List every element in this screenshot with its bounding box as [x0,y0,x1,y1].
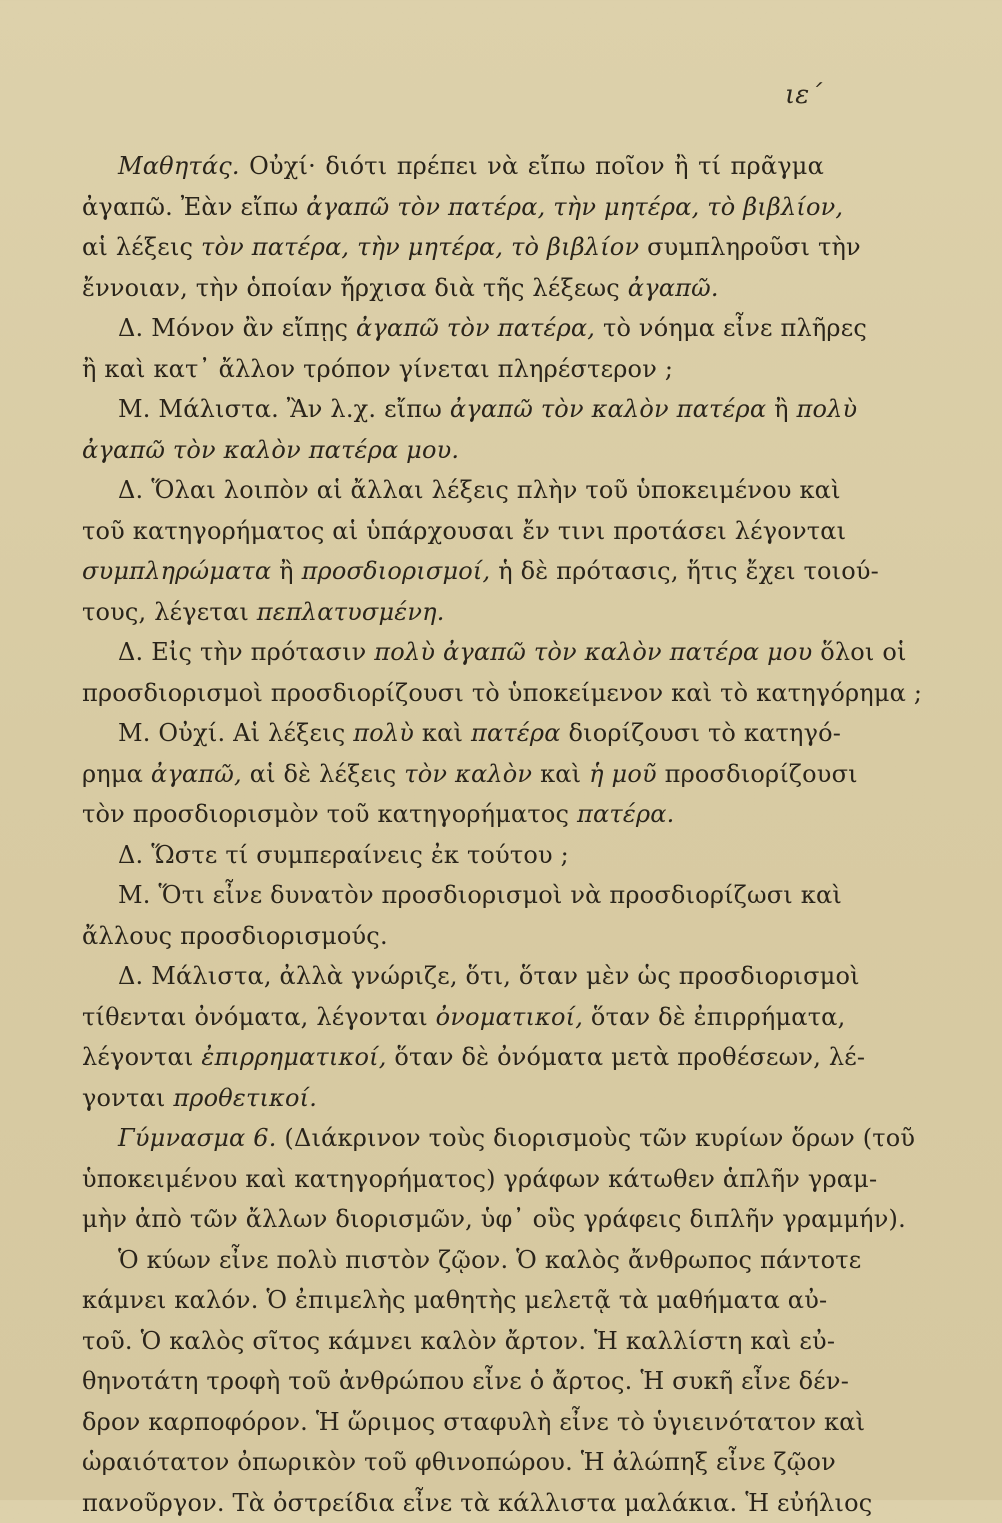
text-segment: Δ. Μόνον ἂν εἴπῃς [118,314,356,342]
text-segment: ἡ δὲ πρότασις, ἥτις ἔχει τοιού- [490,557,879,585]
text-segment: γονται [82,1084,173,1112]
text-segment: Δ. Εἰς τὴν πρότασιν [118,638,374,666]
italic-text: ἀγαπῶ τὸν καλὸν πατέρα [450,395,766,423]
text-segment: πανοῦργον. Τὰ ὀστρείδια εἶνε τὰ κάλλιστα μαλάκια. Ἡ εὐήλιος [82,1489,872,1517]
text-line [82,1280,824,1321]
text-segment: ρημα [82,760,151,788]
text-segment: ὑποκειμένου καὶ κατηγορήματος) γράφων κάτωθεν ἁπλῆν γραμ- [82,1165,877,1193]
text-segment: Δ. Ὥστε τί συμπεραίνεις ἐκ τούτου ; [118,841,569,869]
text-segment: Δ. Ὅλαι λοιπὸν αἱ ἄλλαι λέξεις πλὴν τοῦ ὑποκειμένου καὶ [118,476,841,504]
page-number: ιε΄ [785,80,822,110]
text-line [82,308,824,349]
text-line [82,997,824,1038]
text-segment: προσδιορίζουσι [657,760,858,788]
text-line [82,916,824,957]
text-line [82,146,824,187]
text-segment: προσδιορισμοὶ προσδιορίζουσι τὸ ὑποκείμενον καὶ τὸ κατηγόρημα ; [82,679,922,707]
text-segment: ἄλλους προσδιορισμούς. [82,922,388,950]
text-segment: καὶ [532,760,589,788]
italic-text: πολὺ [797,395,858,423]
italic-text: πεπλατυσμένη. [257,598,445,626]
italic-text: ἡ μοῦ [589,760,657,788]
text-segment: (Διάκρινον τοὺς διορισμοὺς τῶν κυρίων ὅρων (τοῦ [277,1124,916,1152]
text-segment: Δ. Μάλιστα, ἀλλὰ γνώριζε, ὅτι, ὅταν μὲν ὡς προσδιορισμοὶ [118,962,860,990]
text-segment: διορίζουσι τὸ κατηγό- [561,719,841,747]
italic-text: τὸν πατέρα, τὴν μητέρα, τὸ βιβλίον [201,233,639,261]
text-line [82,1240,824,1281]
text-line [82,1361,824,1402]
text-line [82,389,824,430]
text-line [82,1321,824,1362]
text-line [82,470,824,511]
text-line [82,673,824,714]
italic-text: Γύμνασμα 6. [118,1124,277,1152]
body-text [82,146,824,1523]
text-segment: Οὐχί· διότι πρέπει νὰ εἴπω ποῖον ἢ τί πρᾶγμα [240,152,824,180]
text-segment: λέγονται [82,1043,201,1071]
text-line [82,632,824,673]
text-segment: τίθενται ὀνόματα, λέγονται [82,1003,436,1031]
text-segment: θηνοτάτη τροφὴ τοῦ ἀνθρώπου εἶνε ὁ ἄρτος. Ἡ συκῆ εἶνε δέν- [82,1367,849,1395]
text-segment: τοῦ. Ὁ καλὸς σῖτος κάμνει καλὸν ἄρτον. Ἡ καλλίστη καὶ εὐ- [82,1327,835,1355]
italic-text: συμπληρώματα [82,557,271,585]
text-line [82,551,824,592]
text-segment: καὶ [414,719,471,747]
italic-text: τὸν καλὸν [404,760,532,788]
italic-text: πολὺ ἀγαπῶ τὸν καλὸν πατέρα μου [374,638,812,666]
text-line [82,956,824,997]
text-line [82,268,824,309]
italic-text: ὀνοματικοί, [436,1003,583,1031]
italic-text: προθετικοί. [173,1084,317,1112]
italic-text: πολὺ [353,719,414,747]
text-segment: τους, λέγεται [82,598,257,626]
italic-text: πατέρα. [577,800,674,828]
text-segment: τοῦ κατηγορήματος αἱ ὑπάρχουσαι ἔν τινι προτάσει λέγονται [82,517,846,545]
text-segment: Μ. Μάλιστα. Ἂν λ.χ. εἴπω [118,395,450,423]
text-line [82,349,824,390]
text-segment: τὸν προσδιορισμὸν τοῦ κατηγορήματος [82,800,577,828]
text-line [82,1442,824,1483]
text-line [82,1118,824,1159]
text-line [82,430,824,471]
text-segment: δρον καρποφόρον. Ἡ ὥριμος σταφυλὴ εἶνε τὸ ὑγιεινότατον καὶ [82,1408,865,1436]
text-line [82,1159,824,1200]
text-line [82,1483,824,1523]
text-segment: ἢ [766,395,796,423]
text-line [82,1402,824,1443]
text-segment: Ὁ κύων εἶνε πολὺ πιστὸν ζῷον. Ὁ καλὸς ἄνθρωπος πάντοτε [118,1246,861,1274]
text-line [82,1078,824,1119]
text-segment: κάμνει καλόν. Ὁ ἐπιμελὴς μαθητὴς μελετᾷ τὰ μαθήματα αὐ- [82,1286,827,1314]
italic-text: προσδιορισμοί, [302,557,491,585]
italic-text: ἀγαπῶ. [628,274,719,302]
text-segment: ἢ [271,557,301,585]
text-segment: ὡραιότατον ὀπωρικὸν τοῦ φθινοπώρου. Ἡ ἀλώπηξ εἶνε ζῷον [82,1448,836,1476]
italic-text: ἀγαπῶ, [151,760,242,788]
italic-text: Μαθητάς. [118,152,240,180]
text-segment: Μ. Ὅτι εἶνε δυνατὸν προσδιορισμοὶ νὰ προσδιορίζωσι καὶ [118,881,842,909]
text-segment: συμπληροῦσι τὴν [639,233,861,261]
text-line [82,1199,824,1240]
text-segment: μὴν ἀπὸ τῶν ἄλλων διορισμῶν, ὑφ᾽ οὓς γράφεις διπλῆν γραμμήν). [82,1205,906,1233]
text-line [82,875,824,916]
text-line [82,592,824,633]
italic-text: ἐπιρρηματικοί, [201,1043,386,1071]
text-segment: ὅταν δὲ ἐπιρρήματα, [583,1003,845,1031]
text-segment: ὅλοι οἱ [812,638,906,666]
text-segment: αἱ λέξεις [82,233,201,261]
text-line [82,754,824,795]
text-segment: ἔννοιαν, τὴν ὁποίαν ἤρχισα διὰ τῆς λέξεως [82,274,628,302]
text-line [82,187,824,228]
text-segment: ἢ καὶ κατ᾽ ἄλλον τρόπον γίνεται πληρέστερον ; [82,355,673,383]
text-line [82,794,824,835]
text-line [82,227,824,268]
text-segment: ὅταν δὲ ὀνόματα μετὰ προθέσεων, λέ- [387,1043,866,1071]
text-segment: τὸ νόημα εἶνε πλῆρες [595,314,867,342]
text-line [82,713,824,754]
text-line [82,835,824,876]
italic-text: ἀγαπῶ τὸν πατέρα, τὴν μητέρα, τὸ βιβλίον, [306,193,843,221]
italic-text: ἀγαπῶ τὸν πατέρα, [356,314,595,342]
text-segment: αἱ δὲ λέξεις [242,760,404,788]
text-segment: Μ. Οὐχί. Αἱ λέξεις [118,719,353,747]
text-line [82,511,824,552]
text-line [82,1037,824,1078]
italic-text: ἀγαπῶ τὸν καλὸν πατέρα μου. [82,436,459,464]
italic-text: πατέρα [471,719,561,747]
text-segment: ἀγαπῶ. Ἐὰν εἴπω [82,193,306,221]
